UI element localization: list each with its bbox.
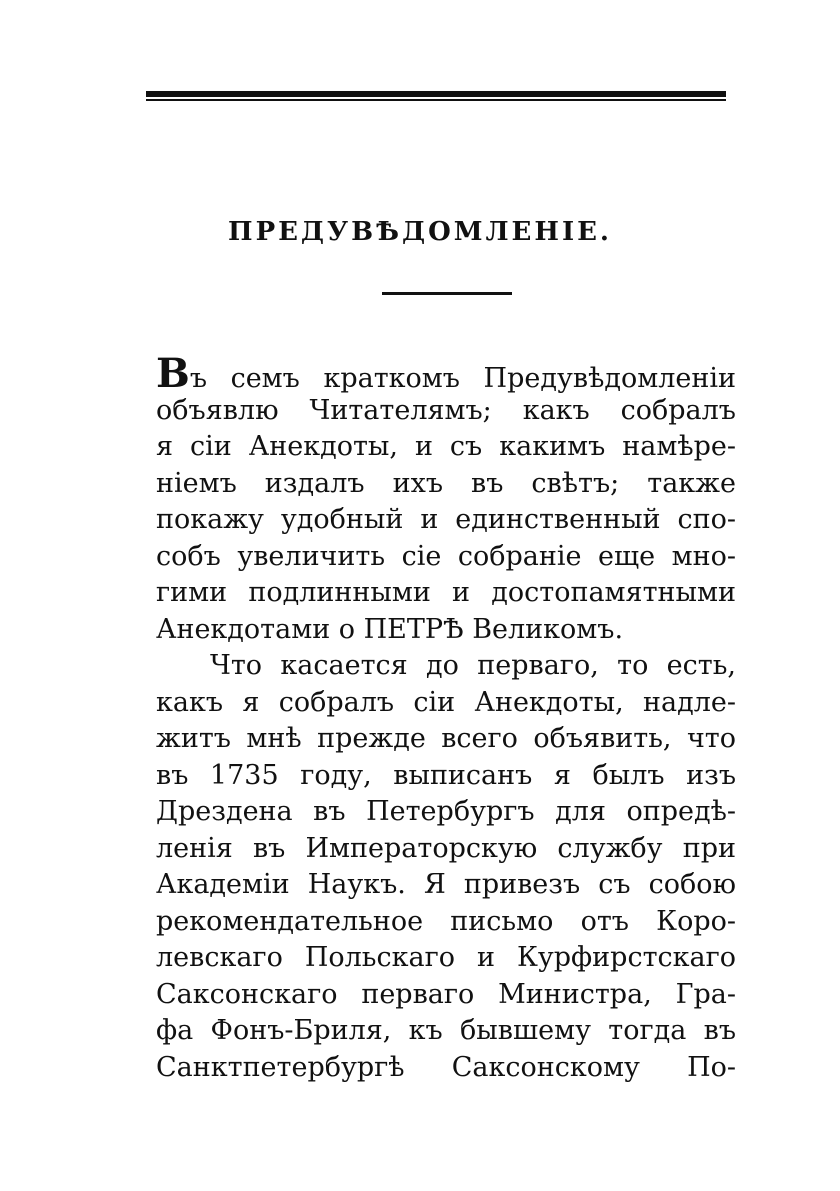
text-line: Саксонскаго перваго Министра, Гра- <box>156 978 736 1010</box>
text-line: какъ я собралъ сіи Анекдоты, надле- <box>156 686 736 718</box>
body-text <box>156 350 736 1086</box>
text-line: фа Фонъ-Бриля, къ бывшему тогда въ <box>156 1015 736 1046</box>
top-ornamental-rule <box>146 91 726 102</box>
text-line: въ 1735 году, выписанъ я былъ изъ <box>156 759 736 791</box>
text-line: Академіи Наукъ. Я привезъ съ собою <box>156 869 736 900</box>
text-line: ніемъ издалъ ихъ въ свѣтъ; также <box>156 467 736 499</box>
top-rule-thin-line <box>146 99 726 101</box>
text-line: ленія въ Императорскую службу при <box>156 832 736 864</box>
text-line: рекомендательное письмо отъ Коро- <box>156 905 736 937</box>
text-line: объявлю Читателямъ; какъ собралъ <box>156 394 736 426</box>
text-line: Что касается до перваго, то есть, <box>210 650 736 681</box>
text-line: Дрездена въ Петербургъ для опредѣ- <box>156 796 736 827</box>
text-line-content: ъ семъ краткомъ Предувѣдомленіи <box>189 363 736 394</box>
text-line: Санктпетербургѣ Саксонскому По- <box>156 1051 736 1083</box>
text-line <box>156 350 736 397</box>
text-line: гими подлинными и достопамятными <box>156 577 736 608</box>
text-line: левскаго Польскаго и Курфирстскаго <box>156 942 736 973</box>
text-line: житъ мнѣ прежде всего объявить, что <box>156 723 736 754</box>
drop-cap: В <box>156 350 190 397</box>
heading-divider <box>382 292 512 295</box>
text-line: я сіи Анекдоты, и съ какимъ намѣре- <box>156 431 736 462</box>
page-heading: ПРЕДУВѢДОМЛЕНІЕ. <box>228 217 612 247</box>
top-rule-thick-line <box>146 91 726 97</box>
text-line: собъ увеличить сіе собраніе еще мно- <box>156 540 736 572</box>
text-line: Анекдотами о ПЕТРѢ Великомъ. <box>156 613 624 645</box>
text-line: покажу удобный и единственный спо- <box>156 504 736 535</box>
